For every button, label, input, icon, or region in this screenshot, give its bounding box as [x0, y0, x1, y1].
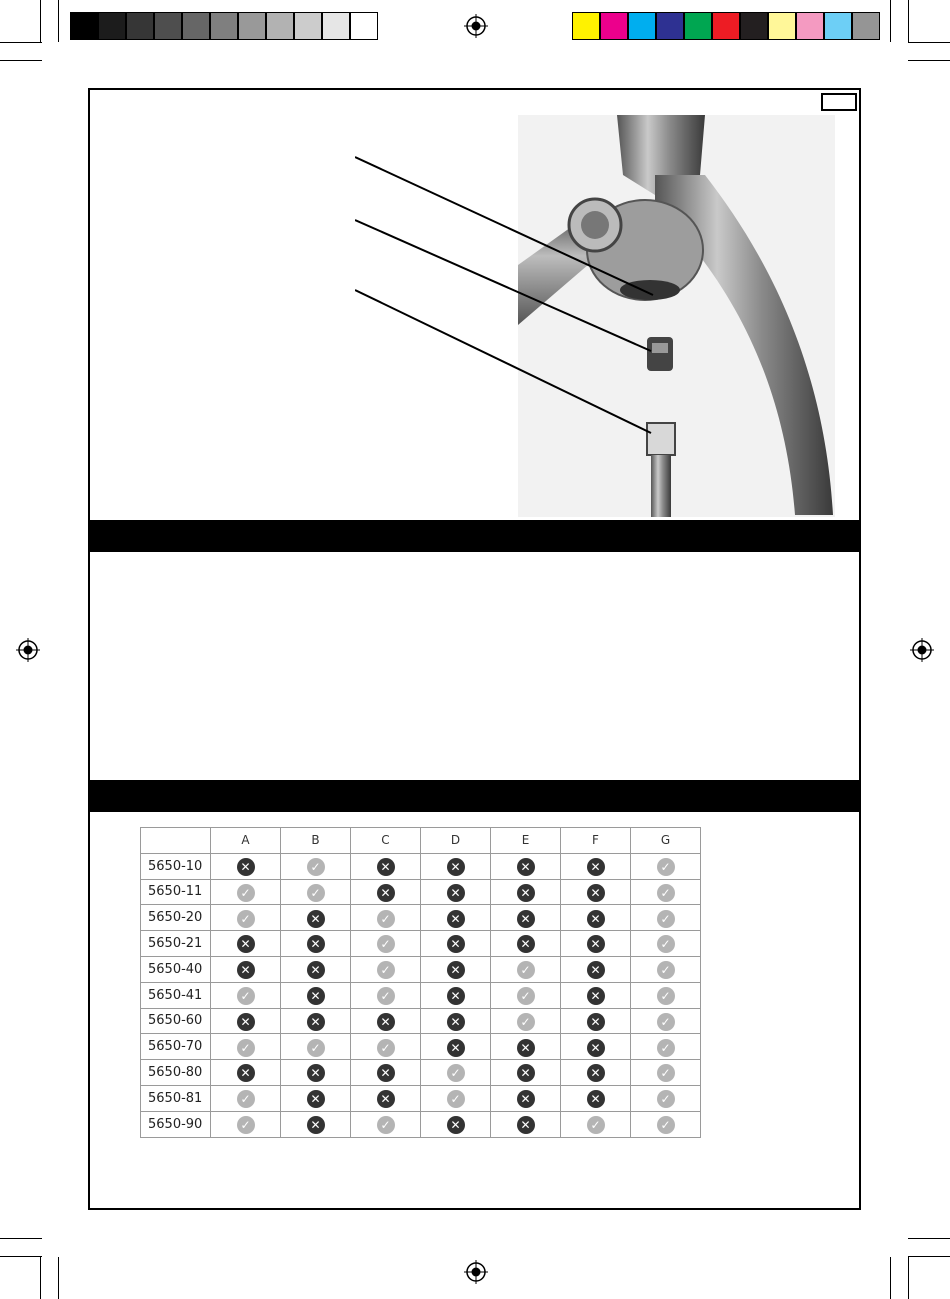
compatibility-cell: [631, 1085, 701, 1111]
color-swatch: [824, 12, 852, 40]
compatibility-cell: [281, 1060, 351, 1086]
model-number-cell: 5650-21: [141, 931, 211, 957]
compatibility-cell: [561, 931, 631, 957]
gray-swatch: [210, 12, 238, 40]
compatibility-cell: [631, 1008, 701, 1034]
compatibility-cell: [211, 1008, 281, 1034]
x-circle-icon: ✕: [237, 1013, 255, 1031]
compatibility-cell: [351, 1034, 421, 1060]
x-circle-icon: ✕: [587, 1013, 605, 1031]
color-swatch: [656, 12, 684, 40]
compatibility-cell: [491, 879, 561, 905]
compatibility-cell: [561, 1060, 631, 1086]
x-circle-icon: ✕: [587, 1064, 605, 1082]
section-header-bar: [88, 780, 861, 812]
compatibility-cell: [561, 956, 631, 982]
table-row: [141, 956, 701, 982]
x-circle-icon: ✕: [447, 910, 465, 928]
check-circle-icon: ✓: [657, 987, 675, 1005]
compatibility-cell: [491, 931, 561, 957]
compatibility-cell: [631, 956, 701, 982]
check-circle-icon: ✓: [657, 1013, 675, 1031]
check-circle-icon: ✓: [237, 1090, 255, 1108]
x-circle-icon: ✕: [377, 858, 395, 876]
check-circle-icon: ✓: [587, 1116, 605, 1134]
table-row: [141, 931, 701, 957]
x-circle-icon: ✕: [307, 1013, 325, 1031]
column-header: F: [561, 828, 631, 854]
compatibility-cell: [421, 1034, 491, 1060]
compatibility-cell: [281, 931, 351, 957]
x-circle-icon: ✕: [307, 987, 325, 1005]
x-circle-icon: ✕: [517, 1116, 535, 1134]
compatibility-cell: [421, 905, 491, 931]
color-swatch: [740, 12, 768, 40]
compatibility-cell: [561, 1085, 631, 1111]
table-row: [141, 1060, 701, 1086]
x-circle-icon: ✕: [377, 1013, 395, 1031]
compatibility-cell: [211, 956, 281, 982]
compatibility-cell: [351, 1008, 421, 1034]
check-circle-icon: ✓: [377, 1116, 395, 1134]
table-row: [141, 1034, 701, 1060]
compatibility-cell: [561, 1111, 631, 1137]
model-number-cell: 5650-60: [141, 1008, 211, 1034]
x-circle-icon: ✕: [447, 1013, 465, 1031]
column-header: C: [351, 828, 421, 854]
model-number-cell: 5650-81: [141, 1085, 211, 1111]
compatibility-cell: [211, 879, 281, 905]
compatibility-cell: [561, 1034, 631, 1060]
x-circle-icon: ✕: [587, 935, 605, 953]
table-row: [141, 905, 701, 931]
x-circle-icon: ✕: [377, 1064, 395, 1082]
check-circle-icon: ✓: [657, 858, 675, 876]
registration-mark-icon: [464, 1260, 488, 1284]
compatibility-cell: [561, 982, 631, 1008]
compatibility-cell: [351, 879, 421, 905]
check-circle-icon: ✓: [237, 987, 255, 1005]
model-number-cell: 5650-20: [141, 905, 211, 931]
gray-swatch: [294, 12, 322, 40]
compatibility-cell: [211, 905, 281, 931]
color-swatch: [628, 12, 656, 40]
compatibility-cell: [421, 956, 491, 982]
gray-swatch: [322, 12, 350, 40]
table-row: [141, 853, 701, 879]
registration-mark-icon: [464, 14, 488, 38]
model-number-cell: 5650-11: [141, 879, 211, 905]
compatibility-cell: [631, 1060, 701, 1086]
x-circle-icon: ✕: [307, 1116, 325, 1134]
compatibility-cell: [351, 1111, 421, 1137]
model-number-cell: 5650-70: [141, 1034, 211, 1060]
check-circle-icon: ✓: [657, 1064, 675, 1082]
check-circle-icon: ✓: [657, 961, 675, 979]
compatibility-cell: [281, 1085, 351, 1111]
gray-swatch: [70, 12, 98, 40]
compatibility-cell: [351, 1060, 421, 1086]
compatibility-cell: [561, 1008, 631, 1034]
compatibility-cell: [491, 1034, 561, 1060]
x-circle-icon: ✕: [237, 935, 255, 953]
x-circle-icon: ✕: [447, 987, 465, 1005]
compatibility-cell: [631, 905, 701, 931]
stroller-frame-illustration: [355, 115, 835, 517]
compatibility-cell: [351, 1085, 421, 1111]
x-circle-icon: ✕: [237, 1064, 255, 1082]
compatibility-cell: [281, 1034, 351, 1060]
compatibility-cell: [631, 1111, 701, 1137]
compatibility-cell: [561, 905, 631, 931]
compatibility-cell: [421, 879, 491, 905]
color-swatch: [712, 12, 740, 40]
compatibility-cell: [281, 905, 351, 931]
check-circle-icon: ✓: [377, 935, 395, 953]
x-circle-icon: ✕: [307, 961, 325, 979]
compatibility-cell: [491, 982, 561, 1008]
compatibility-cell: [421, 1085, 491, 1111]
x-circle-icon: ✕: [517, 884, 535, 902]
compatibility-cell: [421, 1008, 491, 1034]
compatibility-cell: [561, 879, 631, 905]
compatibility-cell: [491, 1085, 561, 1111]
compatibility-cell: [421, 931, 491, 957]
compatibility-cell: [211, 1111, 281, 1137]
x-circle-icon: ✕: [517, 1064, 535, 1082]
compatibility-cell: [351, 956, 421, 982]
compatibility-cell: [281, 956, 351, 982]
gray-swatch: [350, 12, 378, 40]
compatibility-cell: [561, 853, 631, 879]
table-row: [141, 982, 701, 1008]
compatibility-cell: [631, 879, 701, 905]
compatibility-cell: [281, 853, 351, 879]
check-circle-icon: ✓: [447, 1090, 465, 1108]
x-circle-icon: ✕: [517, 1039, 535, 1057]
check-circle-icon: ✓: [307, 858, 325, 876]
model-number-cell: 5650-10: [141, 853, 211, 879]
check-circle-icon: ✓: [237, 884, 255, 902]
compatibility-cell: [351, 905, 421, 931]
check-circle-icon: ✓: [237, 1116, 255, 1134]
check-circle-icon: ✓: [377, 1039, 395, 1057]
x-circle-icon: ✕: [377, 1090, 395, 1108]
x-circle-icon: ✕: [587, 910, 605, 928]
compatibility-cell: [211, 1085, 281, 1111]
x-circle-icon: ✕: [587, 884, 605, 902]
compatibility-cell: [631, 982, 701, 1008]
gray-swatch: [182, 12, 210, 40]
registration-mark-icon: [910, 638, 934, 662]
compatibility-cell: [631, 931, 701, 957]
gray-swatch: [98, 12, 126, 40]
compatibility-cell: [491, 956, 561, 982]
compatibility-cell: [631, 853, 701, 879]
table-header-row: [141, 828, 701, 854]
compatibility-cell: [211, 931, 281, 957]
check-circle-icon: ✓: [237, 910, 255, 928]
compatibility-cell: [421, 853, 491, 879]
color-swatch: [684, 12, 712, 40]
table-corner-cell: [141, 828, 211, 854]
compatibility-cell: [351, 931, 421, 957]
x-circle-icon: ✕: [237, 961, 255, 979]
x-circle-icon: ✕: [517, 935, 535, 953]
table-row: [141, 1008, 701, 1034]
compatibility-cell: [421, 1111, 491, 1137]
compatibility-cell: [351, 982, 421, 1008]
gray-swatch: [266, 12, 294, 40]
x-circle-icon: ✕: [447, 1039, 465, 1057]
section-header-bar: [88, 520, 861, 552]
model-number-cell: 5650-90: [141, 1111, 211, 1137]
x-circle-icon: ✕: [587, 1090, 605, 1108]
x-circle-icon: ✕: [587, 961, 605, 979]
gray-swatch: [154, 12, 182, 40]
check-circle-icon: ✓: [447, 1064, 465, 1082]
registration-mark-icon: [16, 638, 40, 662]
check-circle-icon: ✓: [657, 1039, 675, 1057]
table-row: [141, 879, 701, 905]
x-circle-icon: ✕: [447, 884, 465, 902]
table-row: [141, 1085, 701, 1111]
check-circle-icon: ✓: [377, 961, 395, 979]
check-circle-icon: ✓: [517, 961, 535, 979]
compatibility-cell: [491, 1111, 561, 1137]
check-circle-icon: ✓: [237, 1039, 255, 1057]
model-number-cell: 5650-80: [141, 1060, 211, 1086]
color-swatch: [852, 12, 880, 40]
compatibility-cell: [421, 1060, 491, 1086]
x-circle-icon: ✕: [307, 1090, 325, 1108]
x-circle-icon: ✕: [587, 1039, 605, 1057]
compatibility-cell: [281, 982, 351, 1008]
check-circle-icon: ✓: [377, 910, 395, 928]
check-circle-icon: ✓: [517, 987, 535, 1005]
compatibility-cell: [211, 982, 281, 1008]
column-header: E: [491, 828, 561, 854]
x-circle-icon: ✕: [447, 935, 465, 953]
check-circle-icon: ✓: [657, 935, 675, 953]
color-swatch: [796, 12, 824, 40]
x-circle-icon: ✕: [307, 935, 325, 953]
compatibility-cell: [281, 1111, 351, 1137]
check-circle-icon: ✓: [307, 884, 325, 902]
compatibility-cell: [491, 1060, 561, 1086]
page-number-box: [821, 93, 857, 111]
check-circle-icon: ✓: [517, 1013, 535, 1031]
gray-swatch: [126, 12, 154, 40]
column-header: G: [631, 828, 701, 854]
x-circle-icon: ✕: [377, 884, 395, 902]
table-row: [141, 1111, 701, 1137]
compatibility-cell: [421, 982, 491, 1008]
x-circle-icon: ✕: [517, 858, 535, 876]
column-header: B: [281, 828, 351, 854]
x-circle-icon: ✕: [307, 910, 325, 928]
x-circle-icon: ✕: [517, 910, 535, 928]
x-circle-icon: ✕: [237, 858, 255, 876]
compatibility-cell: [211, 853, 281, 879]
x-circle-icon: ✕: [587, 987, 605, 1005]
compatibility-cell: [351, 853, 421, 879]
check-circle-icon: ✓: [657, 884, 675, 902]
check-circle-icon: ✓: [377, 987, 395, 1005]
column-header: D: [421, 828, 491, 854]
check-circle-icon: ✓: [657, 910, 675, 928]
compatibility-cell: [491, 905, 561, 931]
check-circle-icon: ✓: [657, 1090, 675, 1108]
column-header: A: [211, 828, 281, 854]
compatibility-cell: [281, 879, 351, 905]
x-circle-icon: ✕: [307, 1064, 325, 1082]
x-circle-icon: ✕: [447, 1116, 465, 1134]
x-circle-icon: ✕: [587, 858, 605, 876]
compatibility-cell: [631, 1034, 701, 1060]
check-circle-icon: ✓: [307, 1039, 325, 1057]
compatibility-cell: [211, 1034, 281, 1060]
x-circle-icon: ✕: [517, 1090, 535, 1108]
gray-swatch: [238, 12, 266, 40]
color-swatch: [572, 12, 600, 40]
compatibility-cell: [491, 1008, 561, 1034]
model-number-cell: 5650-40: [141, 956, 211, 982]
model-number-cell: 5650-41: [141, 982, 211, 1008]
x-circle-icon: ✕: [447, 961, 465, 979]
compatibility-cell: [491, 853, 561, 879]
compatibility-cell: [281, 1008, 351, 1034]
x-circle-icon: ✕: [447, 858, 465, 876]
color-swatch: [600, 12, 628, 40]
color-swatch: [768, 12, 796, 40]
compatibility-table: [140, 827, 701, 1138]
compatibility-cell: [211, 1060, 281, 1086]
check-circle-icon: ✓: [657, 1116, 675, 1134]
